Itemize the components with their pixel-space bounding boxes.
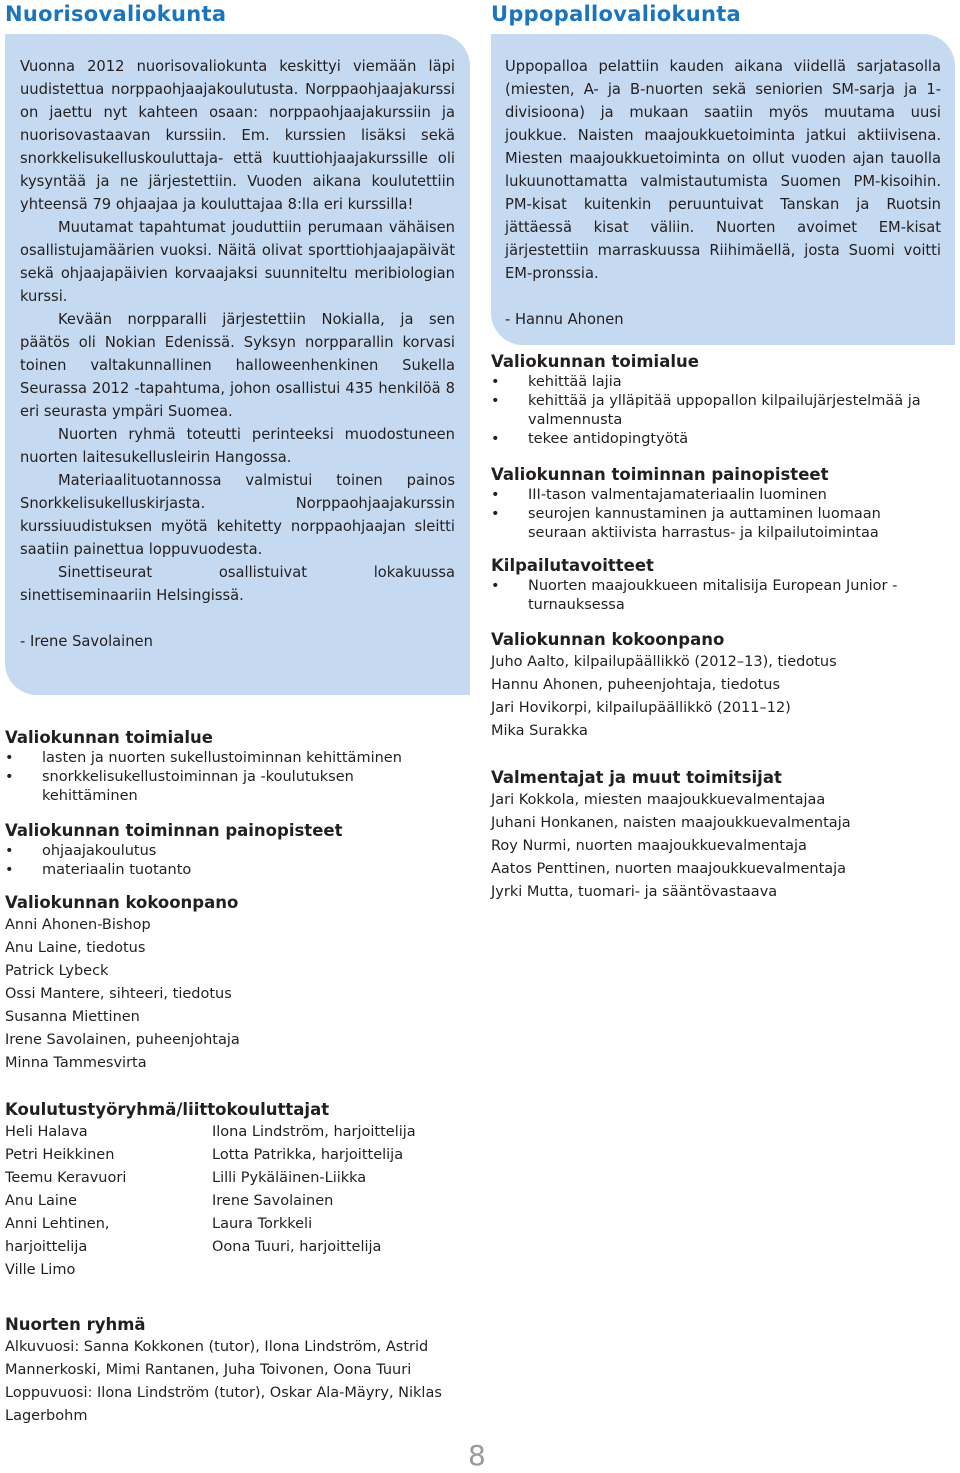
list-item: Jyrki Mutta, tuomari- ja sääntövastaava xyxy=(491,884,778,900)
list-item: Susanna Miettinen xyxy=(5,1009,140,1025)
list-item: Ville Limo xyxy=(5,1262,76,1278)
list-item: Anu Laine xyxy=(5,1193,78,1209)
list-item: • tekee antidopingtyötä xyxy=(491,430,955,449)
toimialue-heading: Valiokunnan toimialue xyxy=(5,728,213,747)
list-item: • III-tason valmentajamateriaalin luominen xyxy=(491,486,955,505)
list-item: • lasten ja nuorten sukellustoiminnan kehittäminen xyxy=(5,749,470,768)
koulutus-column-1 xyxy=(5,1121,205,1282)
report-paragraph: Vuonna 2012 nuorisovaliokunta keskittyi viemään läpi uudistettua norppaohjaajakoulutusta. Norppaohjaajakurssi on jaettu nyt kahteen osaan: norppaohjaajakurssiin ja nuorisovastaavan kurssiin. Em. kurssien lisäksi sekä snorkkelisukelluskouluttaja- että kuuttiohjaajakurssille oli kysyntää ja ne järjestettiin. Vuoden aikana koulutettiin yhteensä 79 ohjaajaa ja kouluttajaa 8:lla eri kurssilla! xyxy=(20,58,455,213)
list-item: • materiaalin tuotanto xyxy=(5,861,470,880)
toimialue-list xyxy=(491,373,955,449)
list-item: Laura Torkkeli xyxy=(212,1216,313,1232)
list-item: Irene Savolainen xyxy=(212,1193,334,1209)
kokoonpano-list xyxy=(491,651,955,743)
uppopallovaliokunta-title: Uppopallovaliokunta xyxy=(491,2,742,26)
kokoonpano-list xyxy=(5,914,470,1075)
list-item: harjoittelija xyxy=(5,1239,88,1255)
painopisteet-heading: Valiokunnan toiminnan painopisteet xyxy=(5,821,343,840)
toimialue-heading: Valiokunnan toimialue xyxy=(491,352,699,371)
koulutus-heading: Koulutustyöryhmä/liittokouluttajat xyxy=(5,1100,330,1119)
list-item: Teemu Keravuori xyxy=(5,1170,127,1186)
nuorisovaliokunta-title: Nuorisovaliokunta xyxy=(5,2,227,26)
list-item: Ilona Lindström, harjoittelija xyxy=(212,1124,416,1140)
list-item: • snorkkelisukellustoiminnan ja -koulutuksen kehittäminen xyxy=(5,768,470,806)
list-item: Lilli Pykäläinen-Liikka xyxy=(212,1170,367,1186)
kokoonpano-heading: Valiokunnan kokoonpano xyxy=(5,893,239,912)
list-item: Heli Halava xyxy=(5,1124,88,1140)
list-item: Anu Laine, tiedotus xyxy=(5,940,146,956)
toimialue-list xyxy=(5,749,470,806)
list-item: Jari Hovikorpi, kilpailupäällikkö (2011–12) xyxy=(491,700,791,716)
list-item: Anni Ahonen-Bishop xyxy=(5,917,151,933)
list-item: • ohjaajakoulutus xyxy=(5,842,470,861)
report-paragraph: Uppopalloa pelattiin kauden aikana viidellä sarjatasolla (miesten, A- ja B-nuorten sekä seniorien SM-sarja ja 1-divisioona) ja mukaan saatiin myös muutama uusi joukkue. Naisten maajoukkuetoiminta jatkui aktiivisena. Miesten maajoukkuetoiminta on ollut vuoden ajan tauolla lukuunottamatta valmistautumista Suomen PM-kisoihin. PM-kisat kuitenkin peruuntuivat Tanskan ja Ruotsin jättäessä kisat väliin. Nuorten avoimet EM-kisat järjestettiin marraskuussa Riihimäellä, josta Suomi voitti EM-pronssia. xyxy=(505,58,941,282)
report-paragraph: Kevään norpparalli järjestettiin Nokialla, ja sen päätös oli Nokian Edenissä. Syksyn norpparallin korvasi toinen valtakunnallinen halloweenhenkinen Sukella Seurassa 2012 -tapahtuma, johon osallistui 435 henkilöä 8 eri seurasta ympäri Suomea. xyxy=(20,311,455,420)
painopisteet-list xyxy=(491,486,955,543)
list-item: • Nuorten maajoukkueen mitalisija European Junior -turnauksessa xyxy=(491,577,955,615)
list-item: Anni Lehtinen, xyxy=(5,1216,110,1232)
report-paragraph: Nuorten ryhmä toteutti perinteeksi muodostuneen nuorten laitesukellusleirin Hangossa. xyxy=(20,426,455,466)
kilpailutavoitteet-heading: Kilpailutavoitteet xyxy=(491,556,654,575)
list-item: • kehittää ja ylläpitää uppopallon kilpailujärjestelmää ja valmennusta xyxy=(491,392,955,430)
valmentajat-list xyxy=(491,789,955,904)
list-item: Hannu Ahonen, puheenjohtaja, tiedotus xyxy=(491,677,781,693)
list-item: Roy Nurmi, nuorten maajoukkuevalmentaja xyxy=(491,838,807,854)
list-item: Juho Aalto, kilpailupäällikkö (2012–13), tiedotus xyxy=(491,654,837,670)
valmentajat-heading: Valmentajat ja muut toimitsijat xyxy=(491,768,782,787)
list-item: Oona Tuuri, harjoittelija xyxy=(212,1239,382,1255)
list-item: Aatos Penttinen, nuorten maajoukkuevalmentaja xyxy=(491,861,847,877)
report-paragraph: Sinettiseurat osallistuivat lokakuussa sinettiseminaariin Helsingissä. xyxy=(20,564,455,604)
list-item: Ossi Mantere, sihteeri, tiedotus xyxy=(5,986,232,1002)
list-item: • seurojen kannustaminen ja auttaminen luomaan seuraan aktiivista harrastus- ja kilpailutoimintaa xyxy=(491,505,955,543)
list-item: Minna Tammesvirta xyxy=(5,1055,147,1071)
nuorten-ryhma-text: Alkuvuosi: Sanna Kokkonen (tutor), Ilona Lindström, Astrid Mannerkoski, Mimi Rantanen, Juha Toivonen, Oona Tuuri Loppuvuosi: Ilona Lindström (tutor), Oskar Ala-Mäyry, Niklas Lagerbohm xyxy=(5,1339,442,1424)
uppopallovaliokunta-report-box xyxy=(491,34,955,345)
koulutus-column-2 xyxy=(212,1121,472,1259)
list-item: Irene Savolainen, puheenjohtaja xyxy=(5,1032,240,1048)
uppopallovaliokunta-column xyxy=(491,0,955,904)
painopisteet-list xyxy=(5,842,470,880)
list-item: • kehittää lajia xyxy=(491,373,955,392)
painopisteet-heading: Valiokunnan toiminnan painopisteet xyxy=(491,465,829,484)
report-signature: - Hannu Ahonen xyxy=(505,311,624,328)
list-item: Patrick Lybeck xyxy=(5,963,109,979)
list-item: Juhani Honkanen, naisten maajoukkuevalmentaja xyxy=(491,815,851,831)
koulutus-grid xyxy=(5,1121,470,1282)
kilpailutavoitteet-list xyxy=(491,577,955,615)
list-item: Petri Heikkinen xyxy=(5,1147,115,1163)
list-item: Jari Kokkola, miesten maajoukkuevalmentajaa xyxy=(491,792,826,808)
report-signature: - Irene Savolainen xyxy=(20,633,153,650)
report-paragraph: Materiaalituotannossa valmistui toinen painos Snorkkelisukelluskirjasta. Norppaohjaajakurssin kurssiuudistuksen myötä kehitetty norppaohjaajan sleitti saatiin painettua loppuvuodesta. xyxy=(20,472,455,558)
nuorisovaliokunta-column xyxy=(5,0,470,1428)
report-paragraph: Muutamat tapahtumat jouduttiin perumaan vähäisen osallistujamäärien vuoksi. Näitä olivat sporttiohjaajapäivät sekä ohjaajapäivien korvaajaksi suunniteltu meribiologian kurssi. xyxy=(20,219,455,305)
list-item: Lotta Patrikka, harjoittelija xyxy=(212,1147,404,1163)
nuorten-ryhma-heading: Nuorten ryhmä xyxy=(5,1315,146,1334)
page-number: 8 xyxy=(468,1439,486,1472)
list-item: Mika Surakka xyxy=(491,723,588,739)
kokoonpano-heading: Valiokunnan kokoonpano xyxy=(491,630,725,649)
nuorisovaliokunta-report-box xyxy=(5,34,470,695)
